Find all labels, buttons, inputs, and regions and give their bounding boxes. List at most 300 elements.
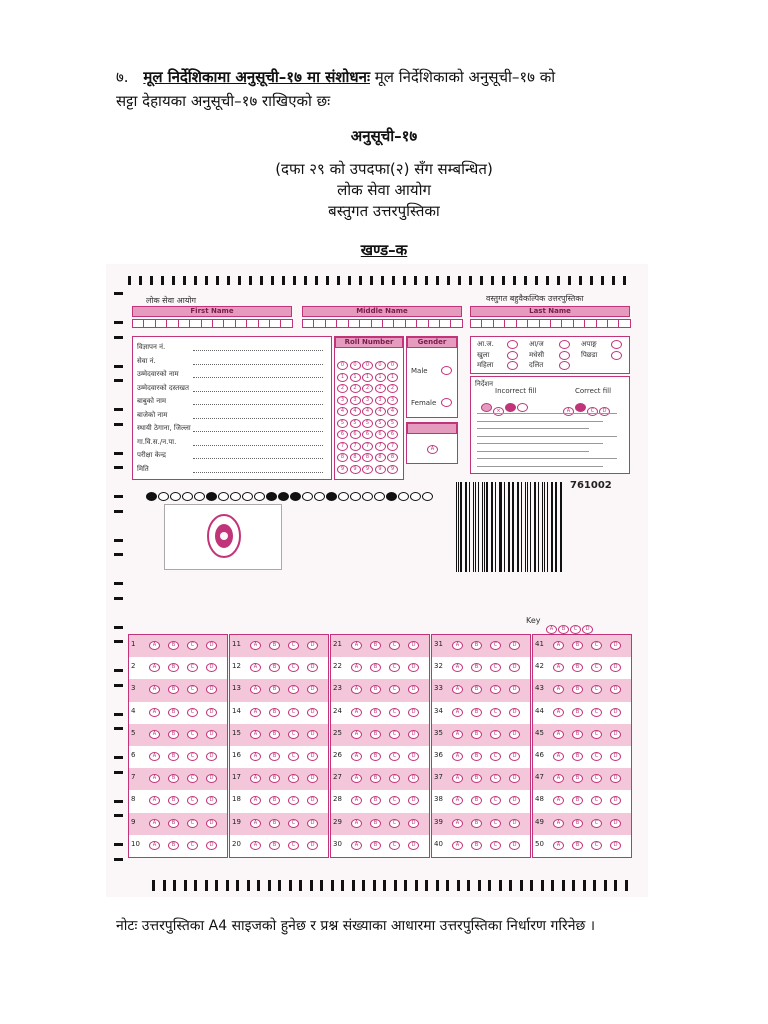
roll-digit-bubble[interactable]: 8 bbox=[387, 453, 398, 462]
answer-bubble[interactable]: A bbox=[452, 730, 463, 739]
answer-bubble[interactable]: A bbox=[351, 752, 362, 761]
answer-bubble[interactable]: A bbox=[149, 641, 160, 650]
answer-bubble[interactable]: A bbox=[250, 685, 261, 694]
answer-bubble[interactable]: B bbox=[471, 841, 482, 850]
answer-bubble[interactable]: A bbox=[351, 685, 362, 694]
category-bubble[interactable] bbox=[507, 351, 518, 360]
answer-bubble[interactable]: B bbox=[168, 774, 179, 783]
answer-bubble[interactable]: C bbox=[389, 841, 400, 850]
answer-bubble[interactable]: C bbox=[490, 663, 501, 672]
form-field-line[interactable] bbox=[193, 418, 323, 419]
answer-bubble[interactable]: B bbox=[471, 641, 482, 650]
answer-bubble[interactable]: C bbox=[187, 685, 198, 694]
answer-bubble[interactable]: A bbox=[250, 841, 261, 850]
roll-digit-bubble[interactable]: 9 bbox=[337, 465, 348, 474]
answer-bubble[interactable]: C bbox=[187, 663, 198, 672]
answer-bubble[interactable]: C bbox=[389, 641, 400, 650]
answer-bubble[interactable]: D bbox=[509, 819, 520, 828]
answer-bubble[interactable]: B bbox=[269, 685, 280, 694]
answer-bubble[interactable]: C bbox=[288, 796, 299, 805]
answer-bubble[interactable]: D bbox=[509, 641, 520, 650]
answer-bubble[interactable]: D bbox=[610, 663, 621, 672]
answer-bubble[interactable]: A bbox=[250, 796, 261, 805]
roll-digit-bubble[interactable]: 3 bbox=[350, 396, 361, 405]
answer-bubble[interactable]: B bbox=[269, 796, 280, 805]
form-field-label: परीक्षा केन्द्र bbox=[137, 451, 166, 459]
roll-digit-bubble[interactable]: 0 bbox=[337, 361, 348, 370]
answer-bubble[interactable]: D bbox=[610, 841, 621, 850]
roll-digit-bubble[interactable]: 3 bbox=[337, 396, 348, 405]
answer-bubble[interactable]: D bbox=[509, 708, 520, 717]
answer-bubble[interactable]: B bbox=[572, 796, 583, 805]
roll-digit-bubble[interactable]: 1 bbox=[362, 373, 373, 382]
answer-bubble[interactable]: A bbox=[250, 774, 261, 783]
answer-bubble[interactable]: D bbox=[610, 685, 621, 694]
roll-digit-bubble[interactable]: 6 bbox=[387, 430, 398, 439]
first-name-boxes[interactable] bbox=[132, 319, 292, 328]
answer-bubble[interactable]: B bbox=[168, 641, 179, 650]
roll-digit-bubble[interactable]: 8 bbox=[337, 453, 348, 462]
answer-bubble[interactable]: A bbox=[553, 841, 564, 850]
answer-bubble[interactable]: A bbox=[553, 796, 564, 805]
answer-bubble[interactable]: D bbox=[610, 774, 621, 783]
answer-bubble[interactable]: B bbox=[269, 819, 280, 828]
answer-bubble[interactable]: D bbox=[307, 796, 318, 805]
answer-bubble[interactable]: C bbox=[591, 708, 602, 717]
answer-bubble[interactable]: D bbox=[408, 796, 419, 805]
answer-bubble[interactable]: A bbox=[149, 841, 160, 850]
category-bubble[interactable] bbox=[559, 340, 570, 349]
answer-bubble[interactable]: D bbox=[206, 819, 217, 828]
question-number: 10 bbox=[131, 839, 140, 848]
answer-bubble[interactable]: C bbox=[389, 752, 400, 761]
answer-bubble[interactable]: B bbox=[269, 708, 280, 717]
roll-digit-bubble[interactable]: 3 bbox=[362, 396, 373, 405]
answer-bubble[interactable]: B bbox=[168, 752, 179, 761]
timing-mark bbox=[114, 814, 123, 817]
answer-bubble[interactable]: A bbox=[149, 796, 160, 805]
answer-bubble[interactable]: B bbox=[572, 685, 583, 694]
answer-bubble[interactable]: D bbox=[206, 774, 217, 783]
answer-bubble[interactable]: C bbox=[288, 708, 299, 717]
answer-bubble[interactable]: A bbox=[553, 819, 564, 828]
answer-bubble[interactable]: D bbox=[509, 685, 520, 694]
category-bubble[interactable] bbox=[559, 351, 570, 360]
middle-name-boxes[interactable] bbox=[302, 319, 462, 328]
answer-bubble[interactable]: C bbox=[591, 841, 602, 850]
answer-bubble[interactable]: D bbox=[206, 841, 217, 850]
answer-bubble[interactable]: A bbox=[250, 708, 261, 717]
key-label: Key bbox=[526, 616, 541, 625]
form-field-line[interactable] bbox=[193, 472, 323, 473]
category-bubble[interactable] bbox=[507, 361, 518, 370]
roll-digit-bubble[interactable]: 8 bbox=[350, 453, 361, 462]
barcode-bar bbox=[504, 482, 505, 572]
answer-bubble[interactable]: D bbox=[509, 752, 520, 761]
roll-digit-bubble[interactable]: 0 bbox=[350, 361, 361, 370]
barcode-bar bbox=[560, 482, 561, 572]
gender-female-bubble[interactable] bbox=[441, 398, 452, 407]
answer-bubble[interactable]: B bbox=[168, 796, 179, 805]
strip-mark bbox=[230, 492, 241, 501]
roll-digit-bubble[interactable]: 6 bbox=[337, 430, 348, 439]
roll-digit-bubble[interactable]: 4 bbox=[387, 407, 398, 416]
form-field-line[interactable] bbox=[193, 431, 323, 432]
answer-bubble[interactable]: D bbox=[307, 663, 318, 672]
answer-bubble[interactable]: B bbox=[269, 752, 280, 761]
answer-bubble[interactable]: A bbox=[452, 752, 463, 761]
answer-bubble[interactable]: C bbox=[389, 663, 400, 672]
roll-digit-bubble[interactable]: 5 bbox=[387, 419, 398, 428]
category-bubble[interactable] bbox=[611, 351, 622, 360]
answer-bubble[interactable]: D bbox=[408, 752, 419, 761]
answer-bubble[interactable]: C bbox=[490, 708, 501, 717]
answer-bubble[interactable]: D bbox=[307, 641, 318, 650]
answer-bubble[interactable]: A bbox=[452, 841, 463, 850]
answer-bubble[interactable]: B bbox=[370, 752, 381, 761]
roll-digit-bubble[interactable]: 4 bbox=[337, 407, 348, 416]
roll-digit-bubble[interactable]: 7 bbox=[337, 442, 348, 451]
roll-digit-bubble[interactable]: 9 bbox=[350, 465, 361, 474]
timing-mark bbox=[467, 880, 470, 891]
answer-bubble[interactable]: D bbox=[408, 685, 419, 694]
answer-bubble[interactable]: D bbox=[610, 730, 621, 739]
answer-bubble[interactable]: C bbox=[490, 752, 501, 761]
answer-bubble[interactable]: B bbox=[168, 685, 179, 694]
answer-bubble[interactable]: D bbox=[509, 841, 520, 850]
timing-mark bbox=[513, 276, 516, 285]
answer-bubble[interactable]: C bbox=[187, 819, 198, 828]
answer-bubble[interactable]: D bbox=[307, 730, 318, 739]
strip-mark bbox=[278, 492, 289, 501]
roll-digit-bubble[interactable]: 4 bbox=[375, 407, 386, 416]
answer-bubble[interactable]: B bbox=[370, 796, 381, 805]
roll-digit-bubble[interactable]: 6 bbox=[350, 430, 361, 439]
roll-digit-bubble[interactable]: 1 bbox=[337, 373, 348, 382]
roll-digit-bubble[interactable]: 2 bbox=[375, 384, 386, 393]
key-option-bubble[interactable]: A bbox=[546, 625, 557, 634]
roll-digit-bubble[interactable]: 6 bbox=[362, 430, 373, 439]
answer-bubble[interactable]: B bbox=[168, 708, 179, 717]
answer-bubble[interactable]: A bbox=[149, 685, 160, 694]
form-field-line[interactable] bbox=[193, 364, 323, 365]
answer-bubble[interactable]: C bbox=[389, 796, 400, 805]
question-number: 50 bbox=[535, 839, 544, 848]
answer-bubble[interactable]: D bbox=[610, 819, 621, 828]
answer-bubble[interactable]: A bbox=[553, 663, 564, 672]
roll-digit-bubble[interactable]: 2 bbox=[362, 384, 373, 393]
answer-bubble[interactable]: C bbox=[187, 841, 198, 850]
answer-bubble[interactable]: A bbox=[250, 641, 261, 650]
answer-bubble[interactable]: A bbox=[452, 663, 463, 672]
category-bubble[interactable] bbox=[611, 340, 622, 349]
roll-digit-bubble[interactable]: 9 bbox=[375, 465, 386, 474]
category-bubble[interactable] bbox=[559, 361, 570, 370]
answer-bubble[interactable]: B bbox=[269, 663, 280, 672]
answer-bubble[interactable]: B bbox=[269, 774, 280, 783]
answer-bubble[interactable]: D bbox=[408, 663, 419, 672]
answer-bubble[interactable]: B bbox=[168, 663, 179, 672]
answer-bubble[interactable]: C bbox=[591, 752, 602, 761]
answer-bubble[interactable]: B bbox=[370, 663, 381, 672]
answer-bubble[interactable]: A bbox=[351, 730, 362, 739]
key-option-bubble[interactable]: D bbox=[582, 625, 593, 634]
answer-bubble[interactable]: A bbox=[149, 708, 160, 717]
answer-bubble[interactable]: A bbox=[351, 819, 362, 828]
answer-bubble[interactable]: A bbox=[351, 841, 362, 850]
answer-bubble[interactable]: A bbox=[149, 752, 160, 761]
answer-bubble[interactable]: B bbox=[168, 819, 179, 828]
answer-bubble[interactable]: C bbox=[490, 796, 501, 805]
answer-bubble[interactable]: C bbox=[187, 796, 198, 805]
answer-bubble[interactable]: A bbox=[149, 819, 160, 828]
answer-bubble[interactable]: A bbox=[452, 685, 463, 694]
answer-bubble[interactable]: C bbox=[187, 730, 198, 739]
answer-bubble[interactable]: B bbox=[471, 663, 482, 672]
answer-bubble[interactable]: D bbox=[307, 841, 318, 850]
answer-bubble[interactable]: C bbox=[591, 663, 602, 672]
answer-bubble[interactable]: D bbox=[206, 796, 217, 805]
answer-bubble[interactable]: D bbox=[307, 708, 318, 717]
answer-bubble[interactable]: D bbox=[206, 752, 217, 761]
answer-bubble[interactable]: C bbox=[389, 774, 400, 783]
answer-bubble[interactable]: D bbox=[509, 663, 520, 672]
answer-bubble[interactable]: C bbox=[591, 819, 602, 828]
answer-bubble[interactable]: C bbox=[389, 730, 400, 739]
answer-bubble[interactable]: C bbox=[288, 819, 299, 828]
answer-bubble[interactable]: D bbox=[206, 708, 217, 717]
category-bubble[interactable] bbox=[507, 340, 518, 349]
form-field-label: विज्ञापन नं. bbox=[137, 343, 166, 351]
roll-digit-bubble[interactable]: 2 bbox=[337, 384, 348, 393]
roll-digit-bubble[interactable]: 1 bbox=[375, 373, 386, 382]
roll-digit-bubble[interactable]: 8 bbox=[362, 453, 373, 462]
answer-bubble[interactable]: B bbox=[370, 730, 381, 739]
form-field-line[interactable] bbox=[193, 445, 323, 446]
roll-digit-bubble[interactable]: 2 bbox=[350, 384, 361, 393]
answer-bubble[interactable]: C bbox=[490, 641, 501, 650]
roll-digit-bubble[interactable]: 7 bbox=[387, 442, 398, 451]
roll-digit-bubble[interactable]: 7 bbox=[350, 442, 361, 451]
answer-bubble[interactable]: D bbox=[610, 708, 621, 717]
answer-bubble[interactable]: C bbox=[591, 641, 602, 650]
answer-bubble[interactable]: A bbox=[250, 819, 261, 828]
answer-bubble[interactable]: A bbox=[351, 774, 362, 783]
answer-bubble[interactable]: A bbox=[250, 663, 261, 672]
answer-bubble[interactable]: A bbox=[351, 796, 362, 805]
roll-digit-bubble[interactable]: 1 bbox=[350, 373, 361, 382]
answer-bubble[interactable]: B bbox=[572, 819, 583, 828]
answer-bubble[interactable]: C bbox=[490, 819, 501, 828]
answer-bubble[interactable]: A bbox=[351, 708, 362, 717]
roll-digit-bubble[interactable]: 0 bbox=[362, 361, 373, 370]
roll-digit-bubble[interactable]: 5 bbox=[362, 419, 373, 428]
answer-bubble[interactable]: A bbox=[553, 752, 564, 761]
answer-bubble[interactable]: D bbox=[206, 685, 217, 694]
answer-bubble[interactable]: B bbox=[370, 641, 381, 650]
timing-mark bbox=[341, 880, 344, 891]
answer-bubble[interactable]: A bbox=[250, 730, 261, 739]
roll-digit-bubble[interactable]: 4 bbox=[350, 407, 361, 416]
answer-bubble[interactable]: C bbox=[490, 685, 501, 694]
roll-digit-bubble[interactable]: 3 bbox=[387, 396, 398, 405]
roll-digit-bubble[interactable]: 5 bbox=[337, 419, 348, 428]
answer-bubble[interactable]: C bbox=[187, 641, 198, 650]
answer-bubble[interactable]: A bbox=[250, 752, 261, 761]
answer-bubble[interactable]: C bbox=[490, 730, 501, 739]
answer-bubble[interactable]: B bbox=[471, 796, 482, 805]
answer-bubble[interactable]: D bbox=[610, 641, 621, 650]
answer-bubble[interactable]: D bbox=[408, 819, 419, 828]
answer-bubble[interactable]: A bbox=[149, 663, 160, 672]
gender-male-bubble[interactable] bbox=[441, 366, 452, 375]
answer-bubble[interactable]: D bbox=[408, 841, 419, 850]
answer-bubble[interactable]: A bbox=[452, 819, 463, 828]
answer-bubble[interactable]: A bbox=[553, 774, 564, 783]
answer-bubble[interactable]: B bbox=[269, 730, 280, 739]
answer-bubble[interactable]: A bbox=[452, 641, 463, 650]
answer-bubble[interactable]: C bbox=[187, 708, 198, 717]
answer-bubble[interactable]: C bbox=[288, 663, 299, 672]
answer-bubble[interactable]: C bbox=[591, 774, 602, 783]
answer-bubble[interactable]: C bbox=[591, 796, 602, 805]
roll-digit-bubble[interactable]: 0 bbox=[387, 361, 398, 370]
answer-bubble[interactable]: C bbox=[288, 841, 299, 850]
answer-bubble[interactable]: B bbox=[572, 841, 583, 850]
answer-bubble[interactable]: D bbox=[610, 796, 621, 805]
answer-bubble[interactable]: B bbox=[572, 663, 583, 672]
answer-bubble[interactable]: D bbox=[307, 819, 318, 828]
roll-digit-bubble[interactable]: 1 bbox=[387, 373, 398, 382]
answer-bubble[interactable]: C bbox=[389, 819, 400, 828]
answer-bubble[interactable]: D bbox=[509, 774, 520, 783]
key-option-bubble[interactable]: C bbox=[570, 625, 581, 634]
answer-bubble[interactable]: B bbox=[471, 774, 482, 783]
last-name-boxes[interactable] bbox=[470, 319, 630, 328]
answer-bubble[interactable]: B bbox=[572, 752, 583, 761]
timing-mark bbox=[114, 553, 123, 556]
answer-bubble[interactable]: C bbox=[187, 774, 198, 783]
answer-bubble[interactable]: D bbox=[408, 641, 419, 650]
roll-digit-bubble[interactable]: 6 bbox=[375, 430, 386, 439]
answer-bubble[interactable]: A bbox=[149, 774, 160, 783]
answer-bubble[interactable]: D bbox=[408, 730, 419, 739]
timing-mark bbox=[414, 276, 417, 285]
timing-mark bbox=[257, 880, 260, 891]
answer-bubble[interactable]: C bbox=[187, 752, 198, 761]
roll-digit-bubble[interactable]: 2 bbox=[387, 384, 398, 393]
answer-bubble[interactable]: B bbox=[168, 841, 179, 850]
answer-bubble[interactable]: A bbox=[149, 730, 160, 739]
answer-bubble[interactable]: C bbox=[389, 708, 400, 717]
schedule-title: अनुसूची–१७ bbox=[350, 127, 418, 145]
key-bubbles[interactable] bbox=[546, 615, 594, 634]
answer-bubble[interactable]: D bbox=[509, 796, 520, 805]
roll-digit-bubble[interactable]: 5 bbox=[375, 419, 386, 428]
answer-bubble[interactable]: A bbox=[351, 641, 362, 650]
barcode-bar bbox=[473, 482, 474, 572]
answer-bubble[interactable]: D bbox=[307, 774, 318, 783]
answer-bubble[interactable]: B bbox=[168, 730, 179, 739]
answer-bubble[interactable]: A bbox=[553, 641, 564, 650]
answer-bubble[interactable]: B bbox=[572, 730, 583, 739]
answer-bubble[interactable]: B bbox=[471, 752, 482, 761]
answer-bubble[interactable]: A bbox=[452, 774, 463, 783]
answer-bubble[interactable]: B bbox=[370, 708, 381, 717]
answer-bubble[interactable]: A bbox=[452, 796, 463, 805]
answer-bubble[interactable]: D bbox=[509, 730, 520, 739]
answer-bubble[interactable]: A bbox=[553, 708, 564, 717]
answer-bubble[interactable]: C bbox=[288, 774, 299, 783]
answer-bubble[interactable]: B bbox=[370, 819, 381, 828]
key-option-bubble[interactable]: B bbox=[558, 625, 569, 634]
roll-digit-bubble[interactable]: 5 bbox=[350, 419, 361, 428]
form-field-line[interactable] bbox=[193, 377, 323, 378]
answer-bubble[interactable]: B bbox=[471, 730, 482, 739]
answer-bubble[interactable]: B bbox=[370, 774, 381, 783]
form-field-line[interactable] bbox=[193, 458, 323, 459]
answer-bubble[interactable]: B bbox=[572, 708, 583, 717]
answer-bubble[interactable]: B bbox=[572, 774, 583, 783]
answer-bubble[interactable]: A bbox=[553, 685, 564, 694]
roll-digit-bubble[interactable]: 7 bbox=[362, 442, 373, 451]
answer-bubble[interactable]: C bbox=[389, 685, 400, 694]
answer-bubble[interactable]: A bbox=[351, 663, 362, 672]
answer-bubble[interactable]: C bbox=[490, 841, 501, 850]
roll-digit-bubble[interactable]: 9 bbox=[387, 465, 398, 474]
answer-bubble[interactable]: A bbox=[452, 708, 463, 717]
question-row bbox=[129, 635, 227, 657]
answer-bubble[interactable]: C bbox=[288, 730, 299, 739]
roll-digit-bubble[interactable]: 3 bbox=[375, 396, 386, 405]
answer-bubble[interactable]: C bbox=[288, 752, 299, 761]
answer-bubble[interactable]: C bbox=[490, 774, 501, 783]
roll-digit-bubble[interactable]: 4 bbox=[362, 407, 373, 416]
answer-bubble[interactable]: C bbox=[288, 641, 299, 650]
answer-bubble[interactable]: C bbox=[591, 685, 602, 694]
booklet-set-bubble[interactable]: A bbox=[427, 445, 438, 454]
roll-digit-bubble[interactable]: 9 bbox=[362, 465, 373, 474]
answer-bubble[interactable]: B bbox=[471, 819, 482, 828]
answer-bubble[interactable]: D bbox=[206, 730, 217, 739]
barcode-bar bbox=[551, 482, 552, 572]
answer-bubble[interactable]: A bbox=[553, 730, 564, 739]
answer-bubble[interactable]: D bbox=[307, 685, 318, 694]
answer-bubble[interactable]: D bbox=[206, 641, 217, 650]
answer-bubble[interactable]: B bbox=[269, 641, 280, 650]
question-row bbox=[331, 790, 429, 812]
roll-digit-bubble[interactable]: 7 bbox=[375, 442, 386, 451]
answer-bubble[interactable]: D bbox=[206, 663, 217, 672]
answer-bubble[interactable]: D bbox=[408, 774, 419, 783]
answer-bubble[interactable]: C bbox=[288, 685, 299, 694]
answer-bubble[interactable]: B bbox=[370, 841, 381, 850]
answer-bubble[interactable]: C bbox=[591, 730, 602, 739]
answer-bubble[interactable]: B bbox=[471, 685, 482, 694]
answer-bubble[interactable]: B bbox=[572, 641, 583, 650]
answer-bubble[interactable]: B bbox=[471, 708, 482, 717]
answer-bubble[interactable]: B bbox=[370, 685, 381, 694]
answer-bubble[interactable]: D bbox=[610, 752, 621, 761]
roll-digit-bubble[interactable]: 8 bbox=[375, 453, 386, 462]
roll-digit-bubble[interactable]: 0 bbox=[375, 361, 386, 370]
answer-bubble[interactable]: D bbox=[408, 708, 419, 717]
answer-bubble[interactable]: D bbox=[307, 752, 318, 761]
answer-bubble[interactable]: B bbox=[269, 841, 280, 850]
form-field-line[interactable] bbox=[193, 404, 323, 405]
form-field-line[interactable] bbox=[193, 391, 323, 392]
form-field-line[interactable] bbox=[193, 350, 323, 351]
